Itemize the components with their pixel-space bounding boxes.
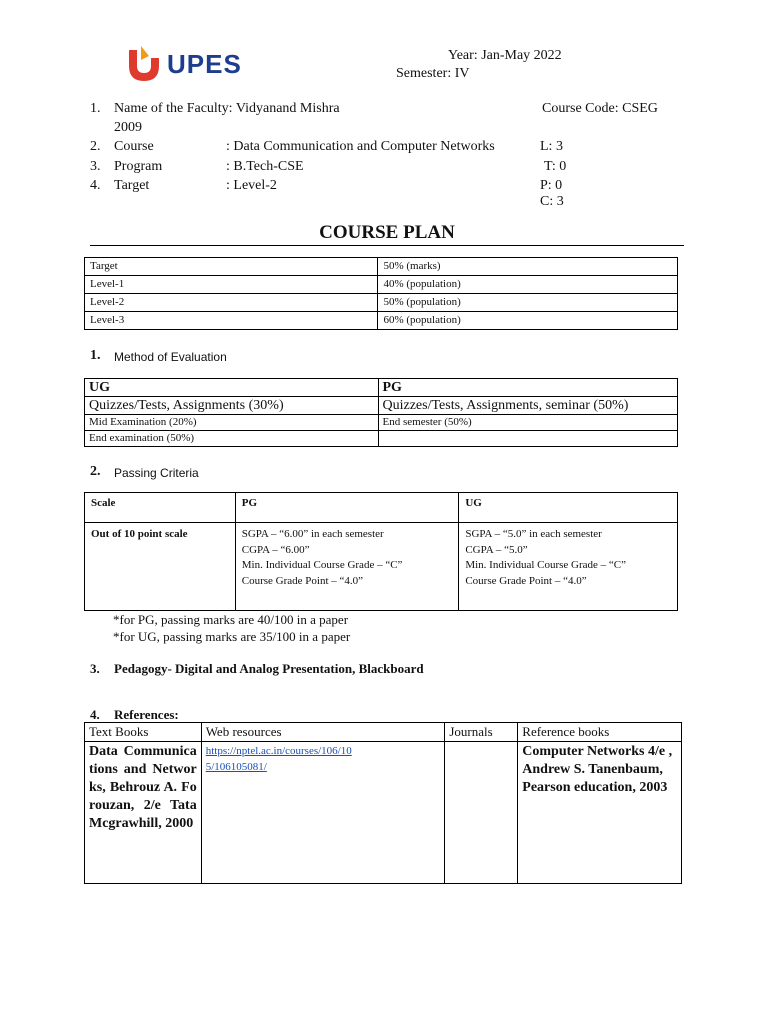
- section-passing-heading: [90, 464, 490, 482]
- section-label: Pedagogy- Digital and Analog Presentation, Blackboard: [114, 661, 424, 676]
- section-num: 3.: [90, 661, 100, 676]
- criteria-line: Min. Individual Course Grade – “C”: [465, 559, 627, 571]
- note-ug: *for UG, passing marks are 35/100 in a paper: [113, 629, 351, 644]
- info-row-credits: [90, 192, 690, 212]
- table-cell: 60% (population): [378, 312, 678, 330]
- evaluation-table: [84, 378, 678, 447]
- column-header: PG: [235, 493, 459, 523]
- column-header: Journals: [445, 723, 518, 742]
- program-value: : B.Tech-CSE: [226, 159, 304, 174]
- table-row: [85, 312, 678, 330]
- info-row-program: [90, 157, 690, 177]
- table-cell: 50% (population): [378, 294, 678, 312]
- criteria-line: CGPA – “6.00”: [241, 543, 310, 556]
- references-table: [84, 722, 682, 884]
- note-pg: *for PG, passing marks are 40/100 in a paper: [113, 612, 349, 627]
- table-row: [85, 742, 682, 884]
- practical-hours: P: 0: [540, 178, 563, 193]
- table-cell: Mid Examination (20%): [85, 415, 379, 431]
- criteria-line: SGPA – “6.00” in each semester: [241, 528, 384, 540]
- section-num: 1.: [90, 348, 101, 363]
- table-row: [85, 415, 678, 431]
- info-row-course: [90, 137, 690, 157]
- table-row: [85, 397, 678, 415]
- table-row: [85, 431, 678, 447]
- column-header: Scale: [85, 493, 236, 523]
- section-label: Passing Criteria: [114, 466, 199, 480]
- info-num: 2.: [90, 139, 101, 154]
- column-header: UG: [85, 379, 379, 397]
- ug-criteria-cell: [459, 523, 678, 611]
- course-code: Course Code: CSEG: [542, 101, 658, 116]
- section-num: 2.: [90, 464, 101, 479]
- table-cell: Level-3: [85, 312, 378, 330]
- upes-logo-icon: [127, 46, 163, 82]
- column-header: UG: [459, 493, 678, 523]
- upes-logo: [127, 46, 252, 82]
- section-num: 4.: [90, 707, 100, 722]
- passing-notes: [113, 611, 350, 645]
- table-row: [85, 493, 678, 523]
- course-value: : Data Communication and Computer Networks: [226, 139, 495, 154]
- lecture-hours: L: 3: [540, 139, 563, 154]
- tutorial-hours: T: 0: [544, 159, 567, 174]
- table-cell: Level-2: [85, 294, 378, 312]
- column-header: Text Books: [85, 723, 202, 742]
- credits: C: 3: [540, 194, 564, 209]
- web-resource-cell: [201, 742, 445, 884]
- table-cell: End semester (50%): [378, 415, 678, 431]
- info-num: 1.: [90, 101, 101, 116]
- program-label: Program: [114, 159, 163, 174]
- table-row: [85, 723, 682, 742]
- faculty-label: Name of the Faculty: Vidyanand Mishra: [114, 101, 340, 116]
- table-cell: [378, 431, 678, 447]
- section-label: Method of Evaluation: [114, 350, 227, 364]
- table-row: [85, 523, 678, 611]
- journals-cell: [445, 742, 518, 884]
- column-header: Reference books: [518, 723, 682, 742]
- course-label: Course: [114, 139, 154, 154]
- year-text: Year: Jan-May 2022: [448, 48, 562, 63]
- criteria-line: Min. Individual Course Grade – “C”: [241, 559, 403, 571]
- target-table: [84, 257, 678, 330]
- table-row: [85, 276, 678, 294]
- text-book-cell: Data Communications and Networks, Behrouz A. Forouzan, 2/e Tata Mcgrawhill, 2000: [85, 742, 202, 884]
- logo-text: UPES: [167, 49, 242, 79]
- criteria-line: CGPA – “5.0”: [465, 543, 528, 556]
- info-num: 4.: [90, 178, 101, 193]
- target-label: Target: [114, 178, 150, 193]
- table-row: [85, 379, 678, 397]
- section-label: References:: [114, 707, 179, 722]
- criteria-line: Course Grade Point – “4.0”: [241, 574, 364, 587]
- table-cell: Quizzes/Tests, Assignments (30%): [85, 397, 379, 415]
- reference-book-cell: Computer Networks 4/e , Andrew S. Tanenbaum, Pearson education, 2003: [518, 742, 682, 884]
- pg-criteria-cell: [235, 523, 459, 611]
- info-row-code-cont: [90, 118, 690, 138]
- info-row-faculty: [90, 99, 690, 119]
- table-cell: 40% (population): [378, 276, 678, 294]
- target-value: : Level-2: [226, 178, 277, 193]
- table-cell: 50% (marks): [378, 258, 678, 276]
- criteria-line: Course Grade Point – “4.0”: [465, 574, 587, 587]
- table-row: [85, 258, 678, 276]
- page-title: COURSE PLAN: [90, 222, 684, 246]
- table-row: [85, 294, 678, 312]
- web-resource-link[interactable]: https://nptel.ac.in/courses/106/105/106105081/: [205, 745, 352, 773]
- info-num: 3.: [90, 159, 101, 174]
- course-code-cont: 2009: [114, 120, 142, 135]
- table-cell: Quizzes/Tests, Assignments, seminar (50%): [378, 397, 678, 415]
- column-header: PG: [378, 379, 678, 397]
- row-label: Out of 10 point scale: [85, 523, 236, 611]
- semester-text: Semester: IV: [396, 66, 470, 81]
- passing-criteria-table: [84, 492, 678, 611]
- table-cell: Target: [85, 258, 378, 276]
- section-evaluation-heading: [90, 348, 490, 366]
- table-cell: End examination (50%): [85, 431, 379, 447]
- column-header: Web resources: [201, 723, 445, 742]
- criteria-line: SGPA – “5.0” in each semester: [465, 528, 602, 540]
- table-cell: Level-1: [85, 276, 378, 294]
